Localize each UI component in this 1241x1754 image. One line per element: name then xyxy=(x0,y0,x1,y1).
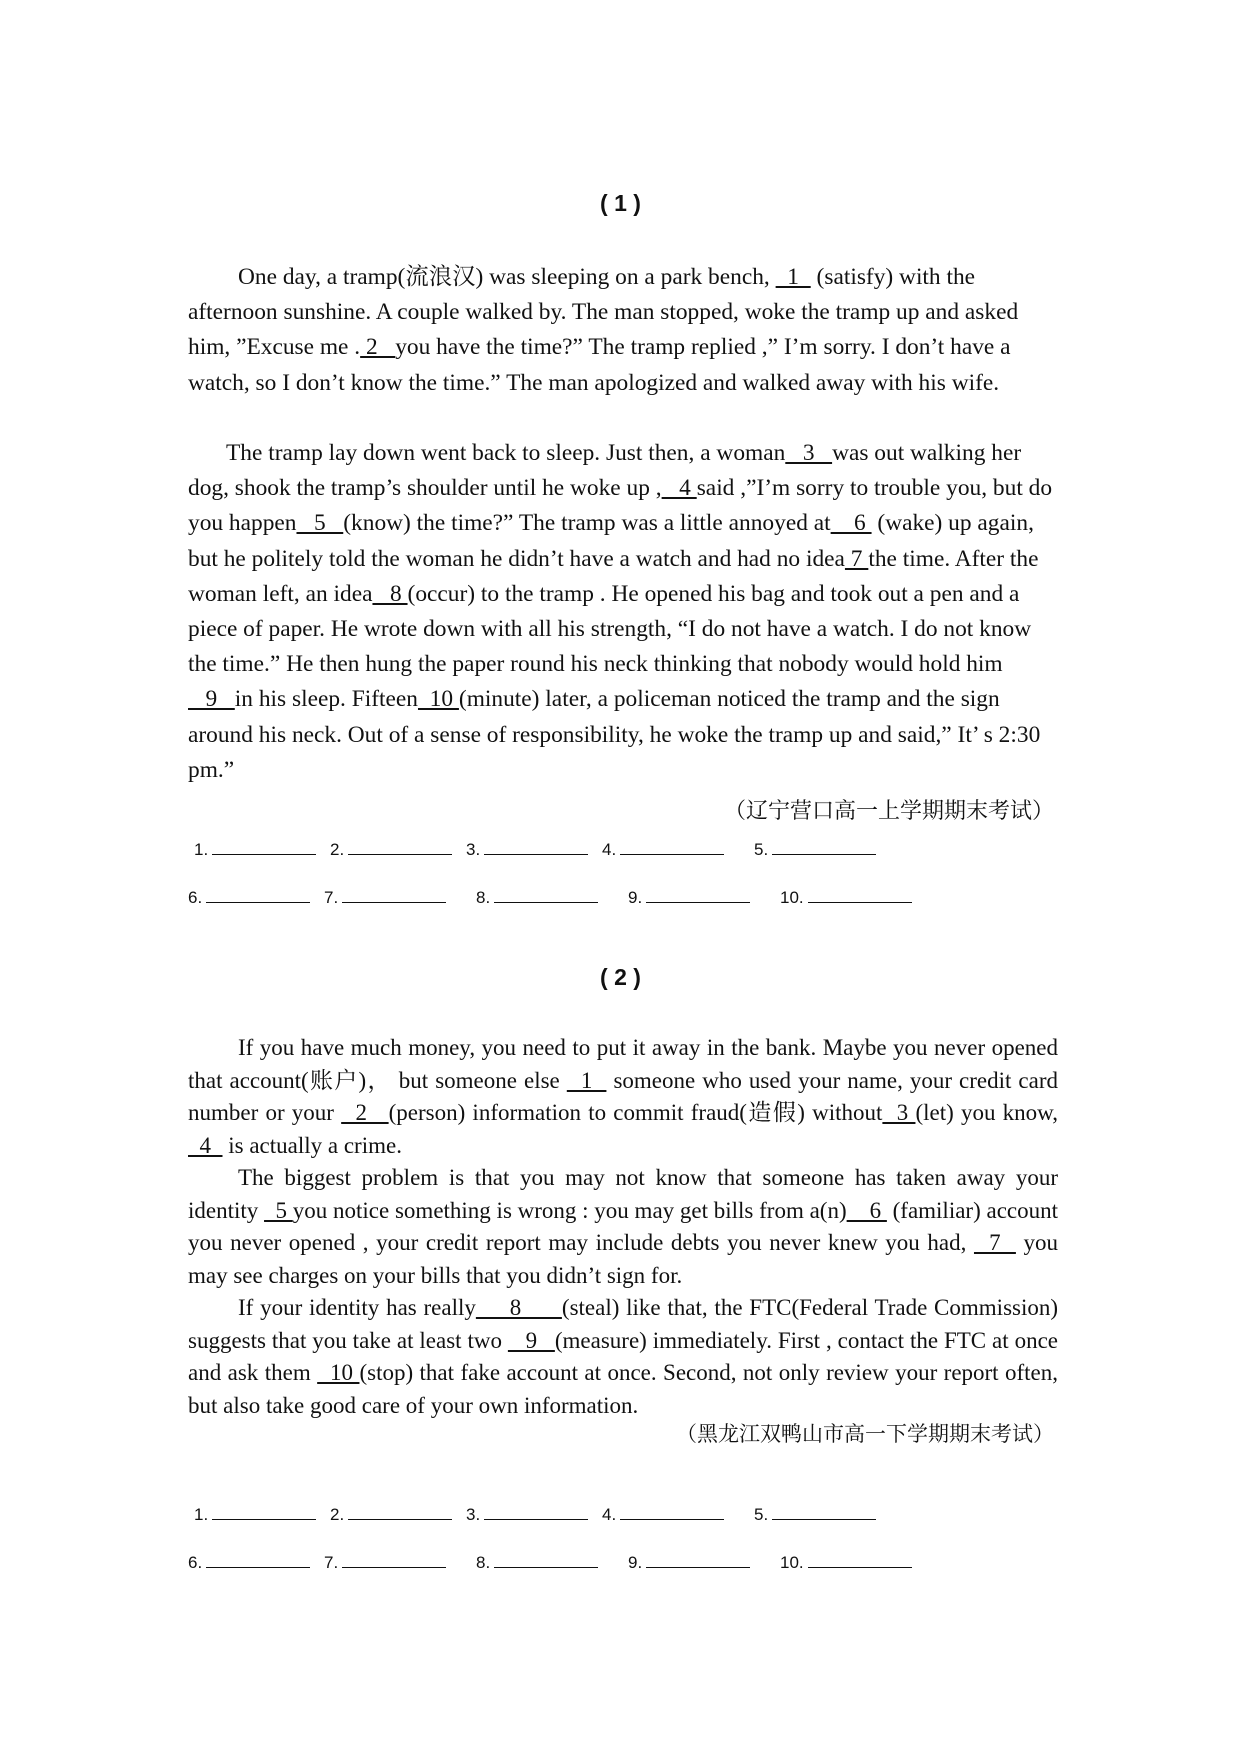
passage-text: If you have much money, you need to put it away in the bank. Maybe you never opened that account(账户)， but someone else xyxy=(188,1035,1058,1093)
answer-blank[interactable]: 7. xyxy=(324,886,446,908)
section-2-paragraph-3 xyxy=(188,1292,1058,1422)
section-1-paragraph-2 xyxy=(188,436,1058,788)
passage-text: (occur) to the tramp . He opened his bag and took out a pen and a piece of paper. He wrote down with all his strength, “I do not have a watch. I do not know the time.” He then hung the paper round his neck thinking that nobody would hold him xyxy=(188,580,1032,678)
gap-blank: 2 xyxy=(341,1100,389,1126)
passage-text: the time. After the woman left, an idea xyxy=(188,545,1039,607)
gap-blank: 1 xyxy=(566,1067,607,1093)
gap-blank: 4 xyxy=(661,475,697,502)
answer-blank[interactable]: 10. xyxy=(780,886,912,908)
gap-blank: 5 xyxy=(264,1197,293,1223)
gap-blank: 10 xyxy=(417,686,459,713)
answer-blank[interactable]: 2. xyxy=(330,1503,452,1525)
passage-text: (person) information to commit fraud(造假) without xyxy=(388,1100,883,1126)
answer-blank[interactable]: 6. xyxy=(188,1551,310,1573)
section-1-heading: ( 1 ) xyxy=(600,190,641,216)
gap-blank: 1 xyxy=(775,264,811,290)
passage-text: (know) the time?” The tramp was a little annoyed at xyxy=(343,510,831,537)
passage-text: you have the time?” The tramp replied ,” I’m sorry. I don’t have a watch, so I don’t know the time.” The man apologized and walked away with his wife. xyxy=(188,334,1011,396)
gap-blank: 2 xyxy=(360,334,396,361)
passage-text: One day, a tramp(流浪汉) was sleeping on a park bench, xyxy=(238,264,776,290)
section-2-paragraph-2 xyxy=(188,1162,1058,1292)
answer-blank[interactable]: 1. xyxy=(194,838,316,860)
answer-blank[interactable]: 6. xyxy=(188,886,310,908)
passage-text: (minute) later, a policeman noticed the tramp and the sign around his neck. Out of a sense of responsibility, he woke the tramp up and said,” It’ s 2:30 pm.” xyxy=(188,686,1041,783)
gap-blank: 10 xyxy=(317,1360,360,1386)
gap-blank: 6 xyxy=(830,510,872,537)
section-2-answer-row-1 xyxy=(188,1503,888,1533)
passage-text: (let) you know, xyxy=(915,1100,1059,1126)
gap-blank: 5 xyxy=(296,510,344,537)
answer-blank[interactable]: 9. xyxy=(628,886,750,908)
gap-blank: 4 xyxy=(188,1132,223,1158)
gap-blank: 9 xyxy=(188,686,235,713)
section-1-source: （辽宁营口高一上学期期末考试） xyxy=(723,799,1054,824)
passage-text: (stop) that fake account at once. Second, not only review your report often, but also take good care of your own information. xyxy=(188,1360,1059,1418)
section-2-heading: ( 2 ) xyxy=(600,964,641,990)
section-1-paragraph-1 xyxy=(188,260,1058,401)
passage-text: The tramp lay down went back to sleep. Just then, a woman xyxy=(226,440,786,466)
answer-blank[interactable]: 8. xyxy=(476,886,598,908)
gap-blank: 8 xyxy=(475,1295,562,1320)
section-1-answer-row-1 xyxy=(188,838,888,868)
answer-blank[interactable]: 1. xyxy=(194,1503,316,1525)
passage-text: (wake) up again, but he politely told the woman he didn’t have a watch and had no idea xyxy=(188,510,1034,572)
passage-text: (familiar) account you never opened , your credit report may include debts you never knew you had, xyxy=(188,1197,1059,1256)
answer-blank[interactable]: 9. xyxy=(628,1551,750,1573)
answer-blank[interactable]: 5. xyxy=(754,1503,876,1525)
section-1-answer-row-2 xyxy=(188,886,948,916)
passage-text: said ,”I’m sorry to trouble you, but do you happen xyxy=(188,475,1053,537)
passage-text: was out walking her dog, shook the tramp’s shoulder until he woke up , xyxy=(188,440,1022,502)
answer-blank[interactable]: 3. xyxy=(466,1503,588,1525)
answer-blank[interactable]: 4. xyxy=(602,838,724,860)
gap-blank: 6 xyxy=(846,1197,887,1223)
gap-blank: 9 xyxy=(507,1327,555,1353)
passage-text: The biggest problem is that you may not know that someone has taken away your identity xyxy=(188,1165,1058,1223)
answer-blank[interactable]: 2. xyxy=(330,838,452,860)
gap-blank: 7 xyxy=(973,1230,1016,1256)
answer-blank[interactable]: 7. xyxy=(324,1551,446,1573)
passage-text: (satisfy) with the afternoon sunshine. A couple walked by. The man stopped, woke the tramp up and asked him, ”Excuse me . xyxy=(188,264,1019,361)
section-2-source: （黑龙江双鸭山市高一下学期期末考试） xyxy=(676,1422,1054,1446)
passage-text: (steal) like that, the FTC(Federal Trade Commission) suggests that you take at least two xyxy=(188,1295,1059,1353)
answer-blank[interactable]: 8. xyxy=(476,1551,598,1573)
passage-text: someone who used your name, your credit card number or your xyxy=(188,1067,1059,1126)
gap-blank: 8 xyxy=(372,580,408,607)
answer-blank[interactable]: 5. xyxy=(754,838,876,860)
passage-text: you may see charges on your bills that you didn’t sign for. xyxy=(188,1230,1059,1288)
section-2-paragraph-1 xyxy=(188,1032,1058,1162)
passage-text: If your identity has really xyxy=(238,1295,476,1320)
gap-blank: 3 xyxy=(785,440,833,466)
passage-text: you notice something is wrong : you may get bills from a(n) xyxy=(292,1197,847,1223)
answer-blank[interactable]: 10. xyxy=(780,1551,912,1573)
passage-text: in his sleep. Fifteen xyxy=(234,686,418,713)
passage-text: (measure) immediately. First , contact the FTC at once and ask them xyxy=(188,1327,1058,1386)
gap-blank: 3 xyxy=(882,1100,916,1126)
answer-blank[interactable]: 4. xyxy=(602,1503,724,1525)
answer-blank[interactable]: 3. xyxy=(466,838,588,860)
passage-text: is actually a crime. xyxy=(222,1132,402,1158)
section-2-answer-row-2 xyxy=(188,1551,948,1581)
gap-blank: 7 xyxy=(844,545,869,572)
